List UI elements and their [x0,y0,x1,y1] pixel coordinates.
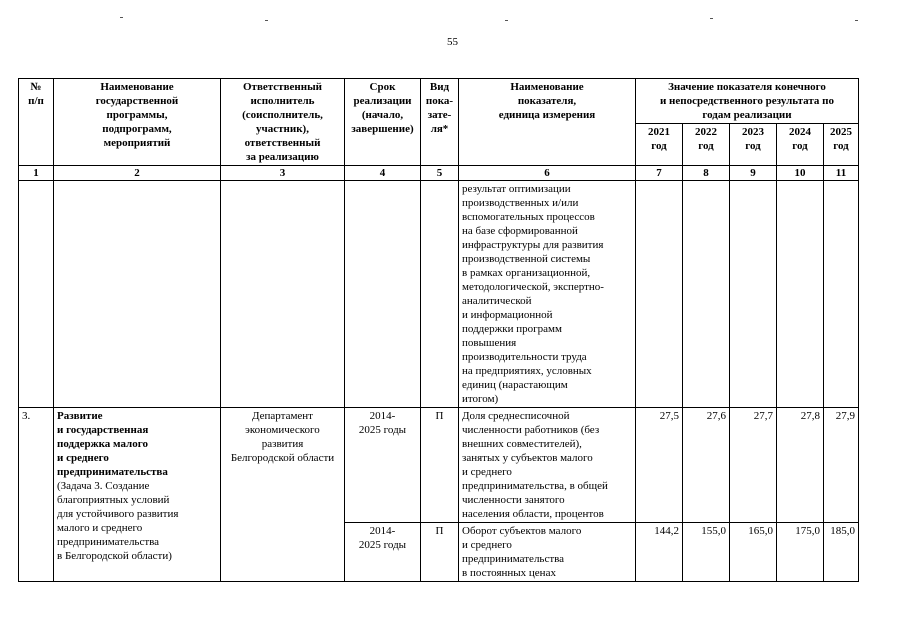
header-year-2024: 2024 год [777,124,824,166]
header-year-2023: 2023 год [730,124,777,166]
header-num: № п/п [19,79,54,166]
indicator-name: Доля среднесписочной численности работников (без внешних совместителей), занятых у субъектов малого и среднего предпринимательства, в общей численности занятого населения области, процентов [459,408,636,523]
column-number: 10 [777,166,824,181]
column-number: 5 [421,166,459,181]
scan-speck [855,20,858,21]
indicator-value-2022: 155,0 [683,523,730,582]
indicator-value-2022: 27,6 [683,408,730,523]
indicator-value-2025: 27,9 [824,408,859,523]
header-executor: Ответственный исполнитель (соисполнитель, участник), ответственный за реализацию [221,79,345,166]
continuation-indicator-name: результат оптимизации производственных и/или вспомогательных процессов на базе сформированной инфраструктуры для развития производственной системы в рамках организационной, методологической, экспертно- аналитической и информационной поддержки программ повышения производительности труда на предприятиях, условных единиц (нарастающим итогом) [459,181,636,408]
task-3-indicator-row [19,408,859,523]
indicator-value-2023: 165,0 [730,523,777,582]
header-type: Вид пока- зате- ля* [421,79,459,166]
column-number: 9 [730,166,777,181]
column-number: 4 [345,166,421,181]
header-program: Наименование государственной программы, подпрограмм, мероприятий [54,79,221,166]
task-program-title: Развитие и государственная поддержка малого и среднего предпринимательства [57,410,168,478]
column-number: 8 [683,166,730,181]
scan-speck [265,20,268,21]
indicator-value-2023: 27,7 [730,408,777,523]
indicator-value-2021: 144,2 [636,523,683,582]
header-values-group: Значение показателя конечного и непосредственного результата по годам реализации [636,79,859,124]
continuation-value-cell [777,181,824,408]
task-program-description: (Задача 3. Создание благоприятных условий для устойчивого развития малого и среднего предпринимательства в Белгородской области) [57,480,179,562]
continuation-period-cell [345,181,421,408]
continuation-type-cell [421,181,459,408]
indicator-period: 2014- 2025 годы [345,523,421,582]
continuation-program-cell [54,181,221,408]
column-number: 3 [221,166,345,181]
indicator-period: 2014- 2025 годы [345,408,421,523]
column-number: 7 [636,166,683,181]
program-table [18,78,859,582]
continuation-num-cell [19,181,54,408]
column-numbers-row [19,166,859,181]
continuation-executor-cell [221,181,345,408]
continuation-value-cell [683,181,730,408]
indicator-value-2025: 185,0 [824,523,859,582]
scan-speck [120,17,123,18]
indicator-value-2024: 27,8 [777,408,824,523]
continuation-row [19,181,859,408]
header-period: Срок реализации (начало, завершение) [345,79,421,166]
column-number: 2 [54,166,221,181]
column-number: 6 [459,166,636,181]
header-year-2021: 2021 год [636,124,683,166]
indicator-type: П [421,523,459,582]
column-number: 11 [824,166,859,181]
header-indicator: Наименование показателя, единица измерения [459,79,636,166]
header-year-2025: 2025 год [824,124,859,166]
indicator-value-2021: 27,5 [636,408,683,523]
indicator-name: Оборот субъектов малого и среднего предпринимательства в постоянных ценах [459,523,636,582]
continuation-value-cell [730,181,777,408]
column-number: 1 [19,166,54,181]
continuation-value-cell [636,181,683,408]
task-number: 3. [19,408,54,582]
header-year-2022: 2022 год [683,124,730,166]
scan-speck [710,18,713,19]
indicator-type: П [421,408,459,523]
task-program-cell [54,408,221,582]
page-number: 55 [447,36,458,48]
scan-speck [505,20,508,21]
continuation-value-cell [824,181,859,408]
indicator-value-2024: 175,0 [777,523,824,582]
header-row [19,79,859,124]
task-executor: Департамент экономического развития Белгородской области [221,408,345,582]
